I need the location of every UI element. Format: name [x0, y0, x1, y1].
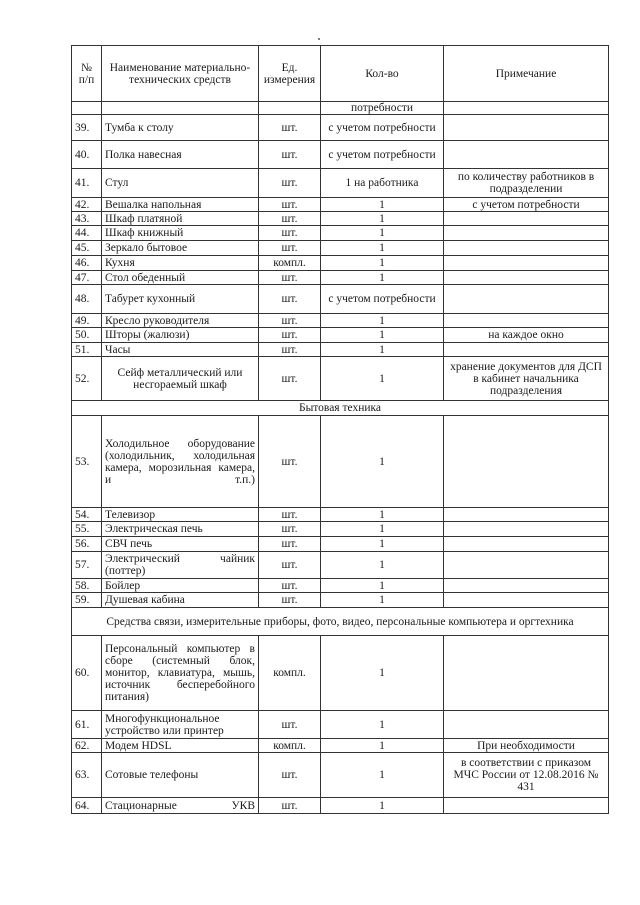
row-unit: шт.	[259, 285, 321, 314]
row-quantity: 1	[321, 739, 444, 753]
row-quantity: 1	[321, 241, 444, 256]
section-row	[72, 608, 609, 636]
row-note	[444, 416, 609, 508]
row-note: с учетом потребности	[444, 198, 609, 212]
row-quantity: 1	[321, 357, 444, 401]
row-number: 43.	[72, 212, 102, 226]
table-row	[72, 711, 609, 739]
row-number: 50.	[72, 328, 102, 343]
row-number: 51.	[72, 343, 102, 357]
header-unit: Ед. измерения	[259, 46, 321, 102]
row-note	[444, 141, 609, 169]
table-row	[72, 212, 609, 226]
row-unit: шт.	[259, 357, 321, 401]
row-name: Электрический чайник (поттер)	[102, 552, 259, 579]
row-unit: шт.	[259, 508, 321, 522]
table-header-row	[72, 46, 609, 102]
row-note: по количеству работников в подразделении	[444, 169, 609, 198]
equipment-table	[71, 45, 609, 814]
row-note: на каждое окно	[444, 328, 609, 343]
row-quantity: 1	[321, 636, 444, 711]
row-note	[444, 711, 609, 739]
table-row	[72, 271, 609, 285]
row-name: Электрическая печь	[102, 522, 259, 537]
row-quantity: с учетом потребности	[321, 285, 444, 314]
header-qty: Кол-во	[321, 46, 444, 102]
row-name: Бойлер	[102, 579, 259, 593]
table-row	[72, 357, 609, 401]
row-number: 40.	[72, 141, 102, 169]
row-unit: шт.	[259, 522, 321, 537]
row-name: Тумба к столу	[102, 115, 259, 141]
carryover-qty: потребности	[321, 102, 444, 115]
table-row	[72, 739, 609, 753]
row-name: Зеркало бытовое	[102, 241, 259, 256]
row-quantity: 1	[321, 314, 444, 328]
table-row	[72, 328, 609, 343]
row-number: 47.	[72, 271, 102, 285]
table-row	[72, 753, 609, 798]
table-row	[72, 256, 609, 271]
row-unit: шт.	[259, 226, 321, 241]
header-name: Наименование материально-технических средств	[102, 46, 259, 102]
row-note	[444, 115, 609, 141]
row-number: 56.	[72, 537, 102, 552]
row-quantity: 1	[321, 798, 444, 814]
row-number: 57.	[72, 552, 102, 579]
row-name: Стационарные УКВ	[102, 798, 259, 814]
row-unit: шт.	[259, 798, 321, 814]
row-name: Телевизор	[102, 508, 259, 522]
row-quantity: 1	[321, 753, 444, 798]
section-row	[72, 401, 609, 416]
row-quantity: 1	[321, 198, 444, 212]
row-unit: компл.	[259, 256, 321, 271]
row-unit: шт.	[259, 241, 321, 256]
row-quantity: 1	[321, 328, 444, 343]
table-row	[72, 579, 609, 593]
row-note	[444, 579, 609, 593]
row-unit: шт.	[259, 169, 321, 198]
row-note	[444, 256, 609, 271]
row-quantity: с учетом потребности	[321, 141, 444, 169]
row-number: 45.	[72, 241, 102, 256]
row-unit: шт.	[259, 343, 321, 357]
row-number: 44.	[72, 226, 102, 241]
row-number: 46.	[72, 256, 102, 271]
row-name: Часы	[102, 343, 259, 357]
row-name: СВЧ печь	[102, 537, 259, 552]
row-unit: шт.	[259, 271, 321, 285]
table-row	[72, 508, 609, 522]
table-row	[72, 593, 609, 608]
row-note	[444, 241, 609, 256]
row-number: 60.	[72, 636, 102, 711]
table-row	[72, 241, 609, 256]
row-unit: компл.	[259, 739, 321, 753]
row-unit: шт.	[259, 141, 321, 169]
row-number: 42.	[72, 198, 102, 212]
row-note	[444, 271, 609, 285]
row-unit: шт.	[259, 212, 321, 226]
row-quantity: 1	[321, 343, 444, 357]
row-note: в соответствии с приказом МЧС России от 12.08.2016 № 431	[444, 753, 609, 798]
row-quantity: 1	[321, 226, 444, 241]
row-note	[444, 798, 609, 814]
row-note	[444, 552, 609, 579]
row-number: 63.	[72, 753, 102, 798]
row-name: Душевая кабина	[102, 593, 259, 608]
row-name: Стул	[102, 169, 259, 198]
row-quantity: 1	[321, 256, 444, 271]
row-number: 59.	[72, 593, 102, 608]
row-name: Вешалка напольная	[102, 198, 259, 212]
row-name: Табурет кухонный	[102, 285, 259, 314]
row-note: При необходимости	[444, 739, 609, 753]
row-unit: шт.	[259, 711, 321, 739]
row-name: Шкаф платяной	[102, 212, 259, 226]
row-quantity: 1	[321, 593, 444, 608]
table-row	[72, 314, 609, 328]
row-note: хранение документов для ДСП в кабинет начальника подразделения	[444, 357, 609, 401]
table-row	[72, 198, 609, 212]
table-row	[72, 285, 609, 314]
scan-speck	[318, 38, 320, 40]
row-unit: шт.	[259, 115, 321, 141]
row-number: 41.	[72, 169, 102, 198]
row-unit: шт.	[259, 552, 321, 579]
row-note	[444, 212, 609, 226]
table-row	[72, 343, 609, 357]
header-note: Примечание	[444, 46, 609, 102]
row-number: 62.	[72, 739, 102, 753]
table-row	[72, 552, 609, 579]
row-note	[444, 593, 609, 608]
row-name: Кресло руководителя	[102, 314, 259, 328]
table-row	[72, 537, 609, 552]
row-unit: шт.	[259, 593, 321, 608]
row-name: Модем HDSL	[102, 739, 259, 753]
row-name: Кухня	[102, 256, 259, 271]
row-number: 49.	[72, 314, 102, 328]
row-unit: шт.	[259, 314, 321, 328]
row-number: 48.	[72, 285, 102, 314]
row-note	[444, 226, 609, 241]
table-row	[72, 226, 609, 241]
carryover-row	[72, 102, 609, 115]
row-quantity: 1	[321, 212, 444, 226]
row-quantity: 1	[321, 508, 444, 522]
row-number: 52.	[72, 357, 102, 401]
row-unit: шт.	[259, 753, 321, 798]
row-number: 54.	[72, 508, 102, 522]
row-number: 53.	[72, 416, 102, 508]
row-name: Многофункциональное устройство или принтер	[102, 711, 259, 739]
row-number: 55.	[72, 522, 102, 537]
table-row	[72, 636, 609, 711]
row-unit: шт.	[259, 416, 321, 508]
table-row	[72, 416, 609, 508]
row-note	[444, 537, 609, 552]
row-name: Шкаф книжный	[102, 226, 259, 241]
row-unit: шт.	[259, 537, 321, 552]
row-unit: шт.	[259, 579, 321, 593]
row-name: Стол обеденный	[102, 271, 259, 285]
row-note	[444, 343, 609, 357]
row-name: Персональный компьютер в сборе (системный блок, монитор, клавиатура, мышь, источник бесперебойного питания)	[102, 636, 259, 711]
row-note	[444, 636, 609, 711]
header-num: № п/п	[72, 46, 102, 102]
row-quantity: 1	[321, 711, 444, 739]
row-quantity: 1	[321, 537, 444, 552]
row-name: Сейф металлический или несгораемый шкаф	[102, 357, 259, 401]
row-quantity: с учетом потребности	[321, 115, 444, 141]
section-title-communications: Средства связи, измерительные приборы, фото, видео, персональные компьютера и оргтехника	[72, 608, 609, 636]
row-unit: шт.	[259, 198, 321, 212]
row-quantity: 1	[321, 271, 444, 285]
table-row	[72, 115, 609, 141]
table-row	[72, 141, 609, 169]
row-quantity: 1	[321, 579, 444, 593]
row-name: Холодильное оборудование (холодильник, холодильная камера, морозильная камера, и т.п.)	[102, 416, 259, 508]
row-number: 61.	[72, 711, 102, 739]
row-unit: компл.	[259, 636, 321, 711]
table-row	[72, 169, 609, 198]
row-quantity: 1 на работника	[321, 169, 444, 198]
row-quantity: 1	[321, 416, 444, 508]
row-quantity: 1	[321, 552, 444, 579]
row-note	[444, 508, 609, 522]
row-number: 39.	[72, 115, 102, 141]
row-name: Шторы (жалюзи)	[102, 328, 259, 343]
row-note	[444, 285, 609, 314]
row-unit: шт.	[259, 328, 321, 343]
table-row	[72, 798, 609, 814]
row-name: Полка навесная	[102, 141, 259, 169]
table-row	[72, 522, 609, 537]
row-number: 58.	[72, 579, 102, 593]
row-name: Сотовые телефоны	[102, 753, 259, 798]
row-note	[444, 522, 609, 537]
row-note	[444, 314, 609, 328]
row-quantity: 1	[321, 522, 444, 537]
row-number: 64.	[72, 798, 102, 814]
section-title-household: Бытовая техника	[72, 401, 609, 416]
